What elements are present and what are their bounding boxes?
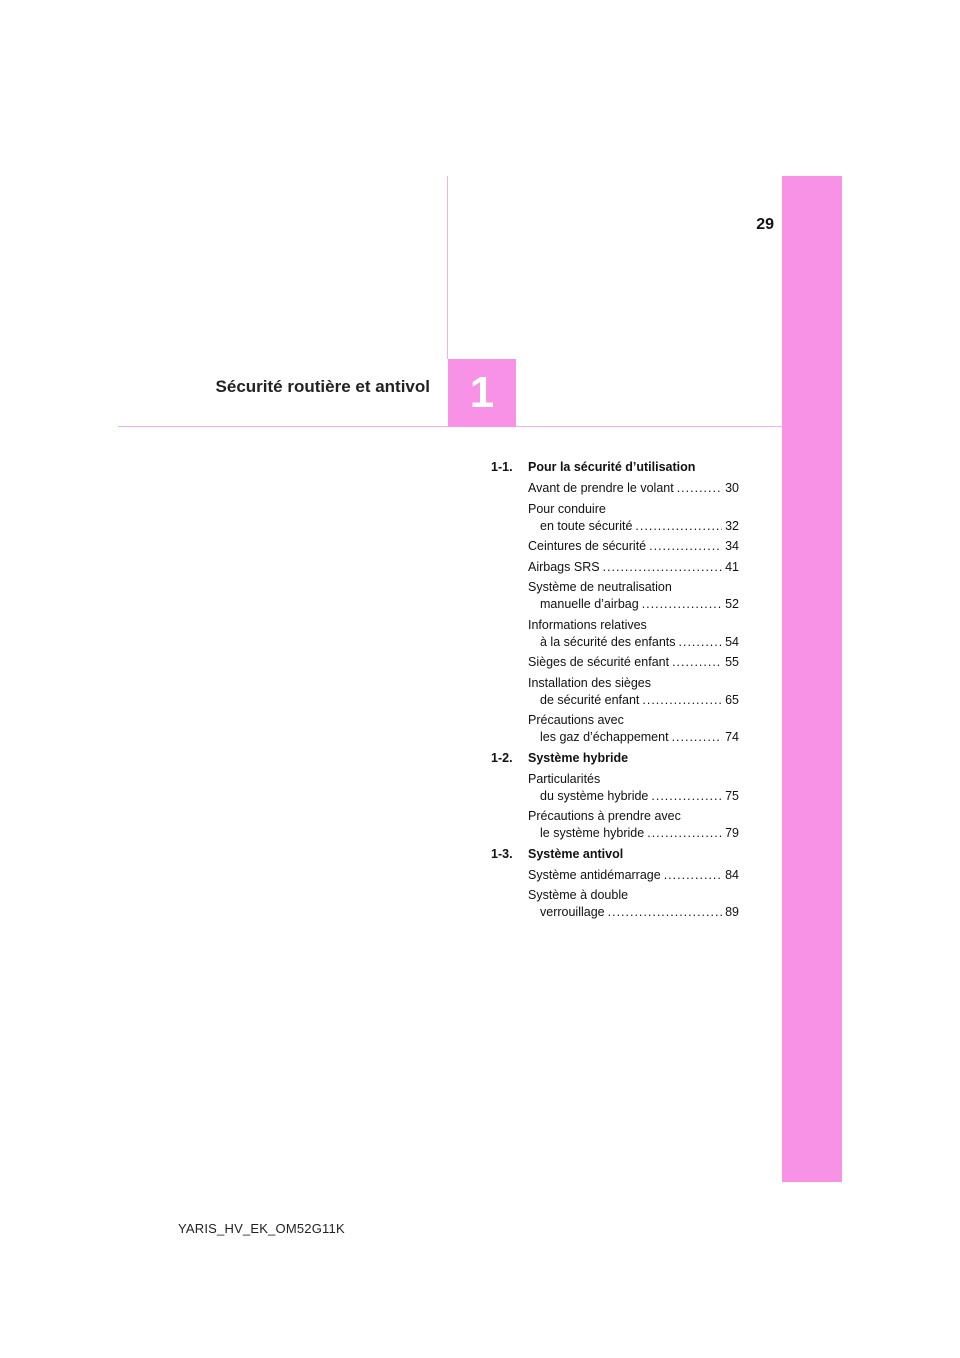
toc-page-number: 32 bbox=[725, 518, 739, 533]
toc-entry-text: Système antidémarrage bbox=[528, 867, 661, 882]
toc-entry[interactable] bbox=[528, 501, 739, 535]
toc-entry[interactable] bbox=[528, 675, 739, 709]
chapter-title: Sécurité routière et antivol bbox=[215, 377, 430, 396]
toc-entry-line bbox=[528, 501, 739, 518]
toc-entry-line bbox=[528, 771, 739, 788]
toc-entry[interactable] bbox=[528, 712, 739, 746]
toc-leader-dots bbox=[649, 538, 722, 555]
toc-entry-text: en toute sécurité bbox=[540, 518, 633, 533]
toc-entry-line bbox=[528, 634, 739, 651]
toc-section-number: 1-3. bbox=[491, 846, 513, 861]
toc-section-title: Système antivol bbox=[528, 846, 624, 861]
toc-entry-line bbox=[528, 808, 739, 825]
toc-page-number: 30 bbox=[725, 481, 739, 495]
toc-page-number: 54 bbox=[725, 634, 739, 649]
toc-entry-text: Avant de prendre le volant bbox=[528, 481, 674, 495]
toc-page-number: 84 bbox=[725, 867, 739, 882]
chapter-side-tab bbox=[782, 176, 842, 1182]
toc-entry[interactable] bbox=[528, 480, 739, 497]
toc-section-number: 1-2. bbox=[491, 750, 513, 765]
toc-page-number: 89 bbox=[725, 905, 739, 919]
toc-entry[interactable] bbox=[528, 887, 739, 921]
toc-entry-line bbox=[528, 518, 739, 535]
toc-section bbox=[491, 846, 739, 922]
toc-entry[interactable] bbox=[528, 579, 739, 613]
toc-page-number: 75 bbox=[725, 788, 739, 803]
toc-entry-line bbox=[528, 579, 739, 596]
toc-leader-dots bbox=[647, 825, 722, 842]
toc-entry-line bbox=[528, 788, 739, 805]
toc-entry[interactable] bbox=[528, 808, 739, 842]
toc-entry-line bbox=[528, 480, 739, 497]
toc-entry-line bbox=[528, 692, 739, 709]
toc-entry-text: Système à double bbox=[528, 888, 629, 902]
toc-entry-text: Airbags SRS bbox=[528, 559, 600, 574]
toc-entry-line bbox=[528, 538, 739, 555]
toc-page-number: 79 bbox=[725, 826, 739, 840]
toc-entry-line bbox=[528, 887, 739, 904]
toc-entry[interactable] bbox=[528, 538, 739, 555]
chapter-number: 1 bbox=[469, 368, 495, 417]
toc-section-heading[interactable] bbox=[491, 750, 739, 767]
toc-entry-line bbox=[528, 867, 739, 884]
toc-entry-line bbox=[528, 559, 739, 576]
toc-page-number: 52 bbox=[725, 597, 739, 611]
toc-leader-dots bbox=[672, 654, 722, 671]
toc-leader-dots bbox=[642, 596, 722, 613]
toc-entry-line bbox=[528, 904, 739, 921]
footer-code: YARIS_HV_EK_OM52G11K bbox=[178, 1221, 345, 1236]
toc-entry-line bbox=[528, 596, 739, 613]
toc-section-heading[interactable] bbox=[491, 459, 739, 476]
toc-entry-text: à la sécurité des enfants bbox=[540, 634, 676, 649]
toc-section-title: Système hybride bbox=[528, 750, 629, 765]
toc-leader-dots bbox=[677, 480, 722, 497]
toc-entry[interactable] bbox=[528, 771, 739, 805]
toc-leader-dots bbox=[664, 867, 722, 884]
toc-entry[interactable] bbox=[528, 617, 739, 651]
toc-entry-text: le système hybride bbox=[540, 826, 645, 840]
chapter-number-box bbox=[448, 359, 516, 427]
toc-section-number: 1-1. bbox=[491, 460, 513, 474]
toc-page-number: 41 bbox=[725, 559, 739, 574]
vertical-divider bbox=[447, 176, 448, 359]
toc-entry-text: verrouillage bbox=[540, 905, 605, 919]
toc-entry-text: Ceintures de sécurité bbox=[528, 539, 647, 553]
toc-entry-text: Particularités bbox=[528, 771, 601, 786]
toc-page-number: 65 bbox=[725, 692, 739, 707]
toc-page-number: 34 bbox=[725, 539, 739, 553]
toc-leader-dots bbox=[635, 518, 722, 535]
toc-page-number: 55 bbox=[725, 655, 739, 669]
toc-entry-text: Sièges de sécurité enfant bbox=[528, 655, 670, 669]
toc-leader-dots bbox=[642, 692, 722, 709]
toc-entry-text: manuelle d’airbag bbox=[540, 597, 639, 611]
toc-entry-line bbox=[528, 654, 739, 671]
page-number: 29 bbox=[756, 216, 774, 233]
toc-entry[interactable] bbox=[528, 559, 739, 576]
toc-leader-dots bbox=[651, 788, 722, 805]
toc-page-number: 74 bbox=[725, 730, 739, 744]
toc-entry[interactable] bbox=[528, 654, 739, 671]
toc-leader-dots bbox=[672, 729, 723, 746]
table-of-contents bbox=[491, 459, 739, 925]
toc-entry-text: Système de neutralisation bbox=[528, 580, 672, 594]
toc-section-heading[interactable] bbox=[491, 846, 739, 863]
toc-leader-dots bbox=[608, 904, 722, 921]
toc-entry-text: Précautions avec bbox=[528, 713, 624, 727]
toc-entry[interactable] bbox=[528, 867, 739, 884]
toc-section-title: Pour la sécurité d’utilisation bbox=[528, 460, 696, 474]
toc-leader-dots bbox=[679, 634, 723, 651]
toc-section bbox=[491, 750, 739, 843]
toc-entry-text: Informations relatives bbox=[528, 617, 647, 632]
toc-leader-dots bbox=[603, 559, 723, 576]
toc-entry-text: de sécurité enfant bbox=[540, 692, 640, 707]
toc-entry-text: les gaz d’échappement bbox=[540, 730, 669, 744]
toc-entry-line bbox=[528, 825, 739, 842]
toc-entry-text: Précautions à prendre avec bbox=[528, 809, 681, 823]
toc-section bbox=[491, 459, 739, 746]
toc-entry-line bbox=[528, 675, 739, 692]
toc-entry-text: du système hybride bbox=[540, 788, 649, 803]
toc-entry-text: Installation des sièges bbox=[528, 675, 651, 690]
toc-entry-text: Pour conduire bbox=[528, 501, 606, 516]
toc-entry-line bbox=[528, 729, 739, 746]
toc-entry-line bbox=[528, 617, 739, 634]
toc-entry-line bbox=[528, 712, 739, 729]
